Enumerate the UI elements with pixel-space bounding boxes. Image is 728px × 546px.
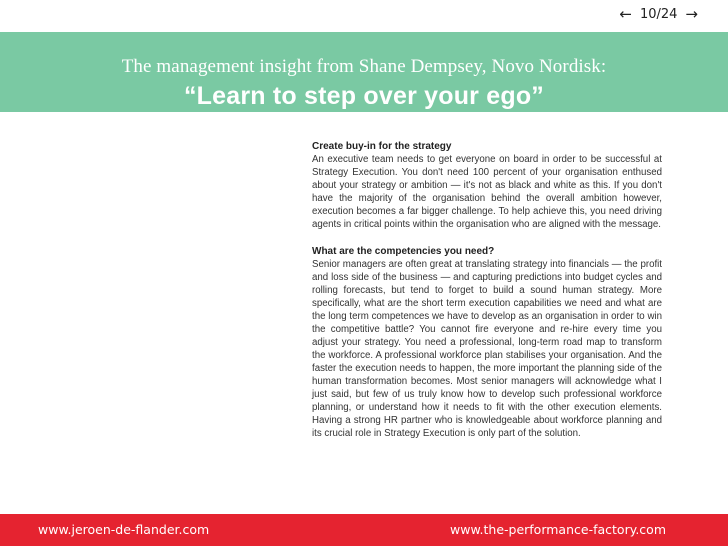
arrow-right-icon[interactable]: →: [685, 5, 698, 23]
section-buy-in: [312, 140, 662, 231]
footer-link-left[interactable]: www.jeroen-de-flander.com: [38, 522, 210, 537]
section-body: Senior managers are often great at translating strategy into financials — the profit and loss side of the business — and capturing predictions into budget cycles and rolling forecasts, but tend to forget to build a sound human strategy. More specifically, what are the short term execution capabilities we need and what are the long term competences we have to develop as an organisation in order to win the competitive battle? You cannot fire everyone and re-hire every time you adjust your strategy. You need a professional, long-term road map to transform the workforce. A professional workforce plan stabilises your organisation. And the faster the execution needs to happen, the more important the planning side of the human transformation becomes. Most senior managers will acknowledge what I just said, but few of us truly know how to develop such professional workforce planning, or understand how it needs to fit with the other execution elements. Having a strong HR partner who is knowledgeable about workforce planning and its crucial role in Strategy Execution is only part of the solution.: [312, 259, 662, 439]
title-banner: [0, 32, 728, 112]
footer-bar: [0, 514, 728, 546]
section-heading: What are the competencies you need?: [312, 246, 495, 257]
arrow-left-icon[interactable]: ←: [619, 5, 632, 23]
section-heading: Create buy-in for the strategy: [312, 141, 452, 152]
section-competencies: [312, 245, 662, 440]
top-bar: [0, 0, 728, 32]
footer-link-right[interactable]: www.the-performance-factory.com: [450, 522, 666, 537]
article-content: [312, 140, 662, 454]
banner-subtitle: The management insight from Shane Dempsey, Novo Nordisk:: [121, 56, 607, 77]
pager: [619, 7, 698, 22]
section-body: An executive team needs to get everyone on board in order to be successful at Strategy Execution. You don't need 100 percent of your organisation enthused about your strategy or ambition — it's not as black and white as this. If you don't have the majority of the organisation behind the overall ambition however, execution becomes a far bigger challenge. To help achieve this, you need driving agents in critical points within the organisation who are aligned with the message.: [312, 154, 662, 230]
banner-title: “Learn to step over your ego”: [183, 82, 545, 110]
page-counter: 10/24: [639, 7, 678, 22]
